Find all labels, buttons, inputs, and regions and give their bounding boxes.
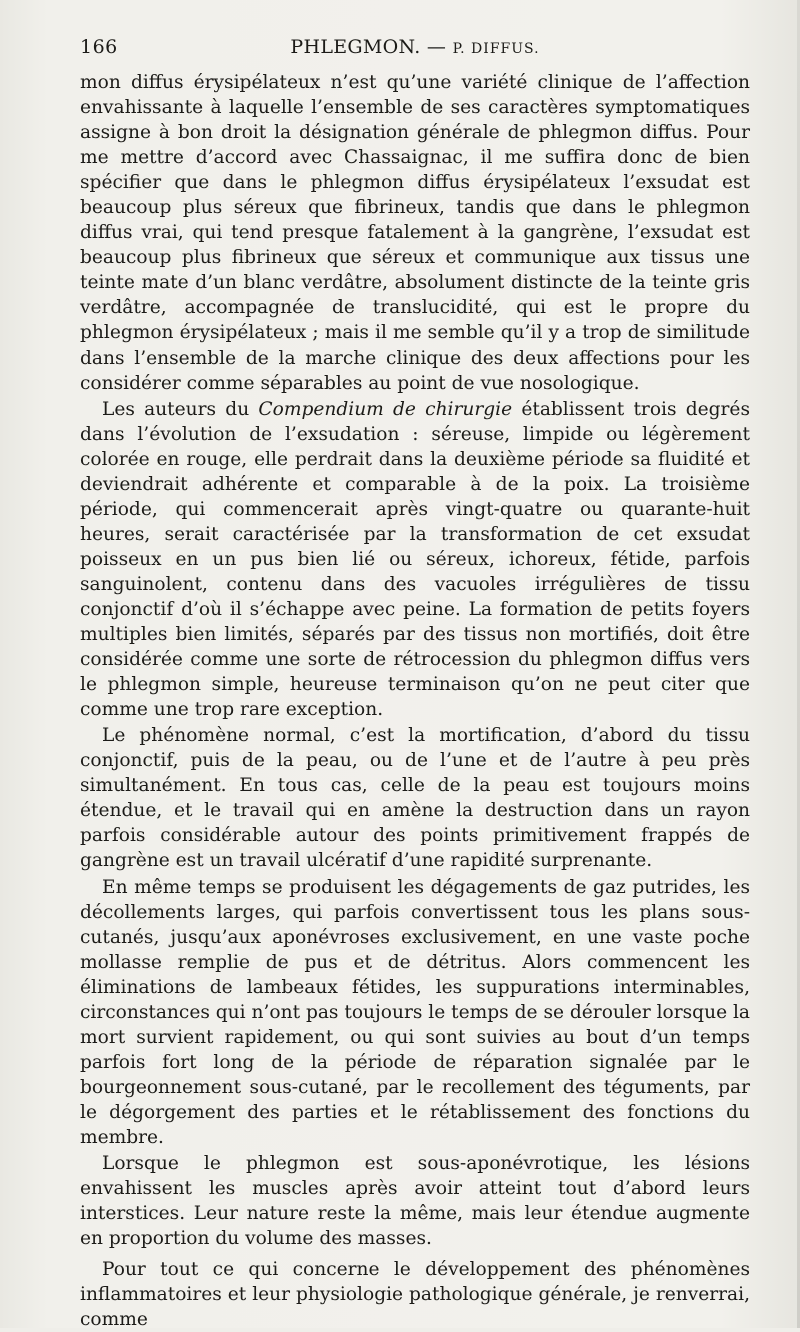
paragraph-text: Lorsque le phlegmon est sous-aponévrotique, les lésions envahissent les muscles après avoir atteint tout d’abord leurs interstices. Leur nature reste la même, mais leur étendue augmente en proportion du volume des masses.	[80, 1153, 750, 1250]
paragraph-text: Le phénomène normal, c’est la mortification, d’abord du tissu conjonctif, puis de la peau, ou de l’une et de l’autre à peu près simultanément. En tous cas, celle de la peau est toujours moins étendue, et le travail qui en amène la destruction dans un rayon parfois considérable autour des points primitivement frappés de gangrène est un travail ulcératif d’une rapidité surprenante.	[80, 725, 750, 872]
paragraph-sous-aponevrotique	[80, 1151, 750, 1251]
running-head	[80, 36, 750, 58]
book-title-italic: Compendium de chirurgie	[258, 398, 513, 420]
paragraph-degagements	[80, 875, 750, 1151]
paragraph-text-before: Les auteurs du	[102, 398, 259, 420]
paragraph-developpement	[80, 1257, 750, 1332]
body-text	[80, 70, 750, 1332]
paragraph-text: En même temps se produisent les dégagements de gaz putrides, les décollements larges, qui parfois convertissent tous les plans sous-cutanés, jusqu’aux aponévroses exclusivement, en une vaste poche mollasse remplie de pus et de détritus. Alors commencent les éliminations de lambeaux fétides, les suppurations interminables, circonstances qui n’ont pas toujours le temps de se dérouler lorsque la mort survient rapidement, ou qui sont suivies au bout d’un temps parfois fort long de la période de réparation signalée par le bourgeonnement sous-cutané, par le recollement des téguments, par le dégorgement des parties et le rétablissement des fonctions du membre.	[80, 876, 751, 1148]
paragraph-text-after: établissent trois degrés dans l’évolution de l’exsudation : séreuse, limpide ou légèrement colorée en rouge, elle perdrait dans la deuxième période sa fluidité et deviendrait adhérente et comparable à de la poix. La troisième période, qui commencerait après vingt-quatre ou quarante-huit heures, serait caractérisée par la transformation de cet exsudat poisseux en un pus bien lié ou séreux, ichoreux, fétide, parfois sanguinolent, contenu dans des vacuoles irrégulières de tissu conjonctif d’où il s’échappe avec peine. La formation de petits foyers multiples bien limités, séparés par des tissus non mortifiés, doit être considérée comme une sorte de rétrocession du phlegmon diffus vers le phlegmon simple, heureuse terminaison qu’on ne peut citer que comme une trop rare exception.	[80, 398, 750, 721]
paragraph-compendium	[80, 397, 750, 723]
paragraph-mortification	[80, 723, 750, 873]
page-header	[80, 36, 750, 66]
paragraph-text: Pour tout ce qui concerne le développement des phénomènes inflammatoires et leur physiologie pathologique générale, je renverrai, comme	[80, 1259, 750, 1331]
paragraph-text: mon diffus érysipélateux n’est qu’une variété clinique de l’affection envahissante à laquelle l’ensemble de ses caractères symptomatiques assigne à bon droit la désignation générale de phlegmon diffus. Pour me mettre d’accord avec Chassaignac, il me suffira donc de bien spécifier que dans le phlegmon diffus érysipélateux l’exsudat est beaucoup plus séreux que fibrineux, tandis que dans le phlegmon diffus vrai, qui tend presque fatalement à la gangrène, l’exsudat est beaucoup plus fibrineux que séreux et communique aux tissus une teinte mate d’un blanc verdâtre, absolument distincte de la teinte gris verdâtre, accompagnée de translucidité, qui est le propre du phlegmon érysipélateux ; mais il me semble qu’il y a trop de similitude dans l’ensemble de la marche clinique des deux affections pour les considérer comme séparables au point de vue nosologique.	[80, 72, 750, 394]
running-title: PHLEGMON. —	[290, 36, 447, 58]
paragraph-continued	[80, 70, 750, 396]
page-number: 166	[80, 36, 118, 58]
running-subtitle: P. DIFFUS.	[452, 41, 540, 57]
